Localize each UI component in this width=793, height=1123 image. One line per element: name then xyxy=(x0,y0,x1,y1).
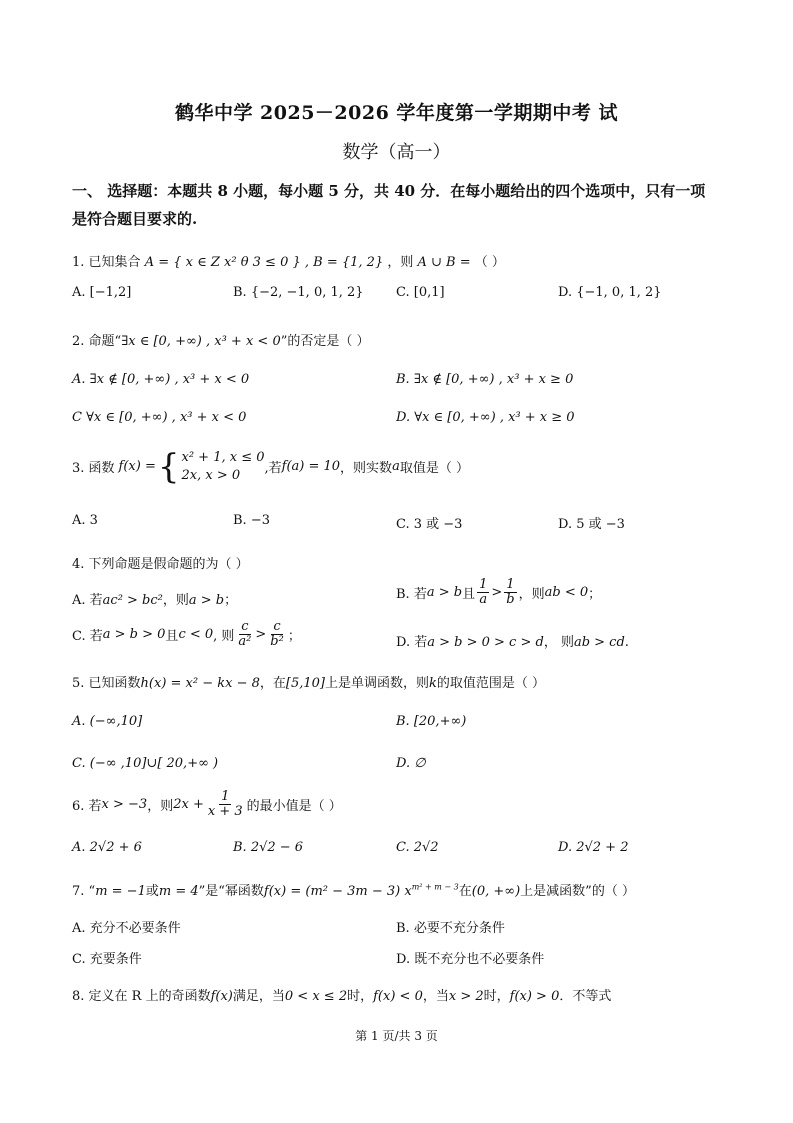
q6-option-a: A. 2√2 + 6 xyxy=(72,840,142,855)
q6-option-b: B. 2√2 − 6 xyxy=(233,840,304,855)
q1-option-d: D. {−1, 0, 1, 2} xyxy=(558,285,662,300)
question-1-stem: 1. 已知集合 A = { x ∈ Z x² θ 3 ≤ 0 } , B = {1, 2} ，则 A ∪ B = （ ） xyxy=(72,255,505,270)
q2-option-d: D. ∀x ∈ [0, +∞) , x³ + x ≥ 0 xyxy=(396,410,575,425)
q1-set-definition: A = { x ∈ Z x² θ 3 ≤ 0 } , B = {1, 2} xyxy=(144,255,384,270)
q4-option-a: A. 若ac² > bc²，则a > b； xyxy=(72,593,238,608)
q7-option-a: A. 充分不必要条件 xyxy=(72,921,181,936)
q4-option-c: C. 若 a > b > 0 且 c < 0 , 则 $\frac{c}{\text{a²}}$ > $\frac{c}{\text{b²}}$ ； xyxy=(72,619,301,649)
q7-option-c: C. 充要条件 xyxy=(72,952,142,967)
fraction: $\frac{1}{x + 3}$ xyxy=(207,789,243,819)
question-2-stem: 2. 命题“∃x ∈ [0, +∞) , x³ + x < 0”的否定是（ ） xyxy=(72,334,370,349)
q1-option-b: B. {−2, −1, 0, 1, 2} xyxy=(233,285,364,300)
q4-option-b: B. 若 a > b 且 $\frac{1}{a}$ > $\frac{1}{b}$ ，则 ab < 0 ； xyxy=(396,577,602,607)
q1-option-c: C. [0,1] xyxy=(396,285,445,300)
section-heading-line2: 是符合题目要求的. xyxy=(72,210,198,228)
q6-option-d: D. 2√2 + 2 xyxy=(558,840,629,855)
fraction: $\frac{1}{b}$ xyxy=(506,577,515,607)
page-number-footer: 第 1 页/共 3 页 xyxy=(355,1029,438,1043)
q5-option-a: A. (−∞,10] xyxy=(72,714,143,729)
q2-option-c: C ∀x ∈ [0, +∞) , x³ + x < 0 xyxy=(72,410,247,425)
piecewise-cases: x² + 1, x ≤ 0 2x, x > 0 xyxy=(181,450,265,483)
q3-option-b: B. −3 xyxy=(233,513,270,528)
question-8-stem: 8. 定义在 R 上的奇函数f(x)满足，当0 < x ≤ 2时，f(x) < 0，当x > 2时，f(x) > 0．不等式 xyxy=(72,989,612,1004)
section-heading-line1: 一、 选择题：本题共 8 小题，每小题 5 分，共 40 分．在每小题给出的四个选项中，只有一项 xyxy=(72,182,706,200)
q3-option-c: C. 3 或 −3 xyxy=(396,517,463,532)
fraction: $\frac{c}{\text{a²}}$ xyxy=(238,619,252,649)
q6-option-c: C. 2√2 xyxy=(396,840,439,855)
exam-subtitle: 数学（高一） xyxy=(342,142,451,163)
question-4-stem: 4. 下列命题是假命题的为（ ） xyxy=(72,557,249,572)
piecewise-brace: { xyxy=(157,446,180,487)
q2-option-a: A. ∃x ∉ [0, +∞) , x³ + x < 0 xyxy=(72,372,250,387)
q2-option-b: B. ∃x ∉ [0, +∞) , x³ + x ≥ 0 xyxy=(396,372,574,387)
q5-option-b: B. [20,+∞) xyxy=(396,714,467,729)
fraction: $\frac{1}{a}$ xyxy=(479,577,488,607)
q3-option-d: D. 5 或 −3 xyxy=(558,517,625,532)
exam-title: 鹤华中学 2025－2026 学年度第一学期期中考 试 xyxy=(174,102,619,124)
q3-option-a: A. 3 xyxy=(72,513,98,528)
q5-option-d: D. ∅ xyxy=(396,756,426,771)
q1-option-a: A. [−1,2] xyxy=(72,285,132,300)
question-3-stem: 3. 函数 f(x) = { x² + 1, x ≤ 0 2x, x > 0 ,若 f(a) = 10 ，则实数 a 取值是（ ） xyxy=(72,446,469,487)
q5-option-c: C. (−∞ ,10]∪[ 20,+∞ ) xyxy=(72,756,219,771)
fraction: $\frac{c}{\text{b²}}$ xyxy=(270,619,284,649)
question-5-stem: 5. 已知函数h(x) = x² − kx − 8，在[5,10]上是单调函数，则k的取值范围是（ ） xyxy=(72,676,546,691)
question-6-stem: 6. 若 x > −3 ，则 2x + $\frac{1}{x + 3}$ 的最小值是（ ） xyxy=(72,789,342,819)
q7-option-d: D. 既不充分也不必要条件 xyxy=(396,952,545,967)
q4-option-d: D. 若a > b > 0 > c > d， 则ab > ⅽd. xyxy=(396,635,629,650)
q7-option-b: B. 必要不充分条件 xyxy=(396,921,505,936)
question-7-stem: 7. “m = −1或m = 4”是“幂函数f(x) = (m² − 3m − 3) $x^{m^2 + m - 3}$在(0, +∞)上是减函数”的（ ） xyxy=(72,882,635,899)
